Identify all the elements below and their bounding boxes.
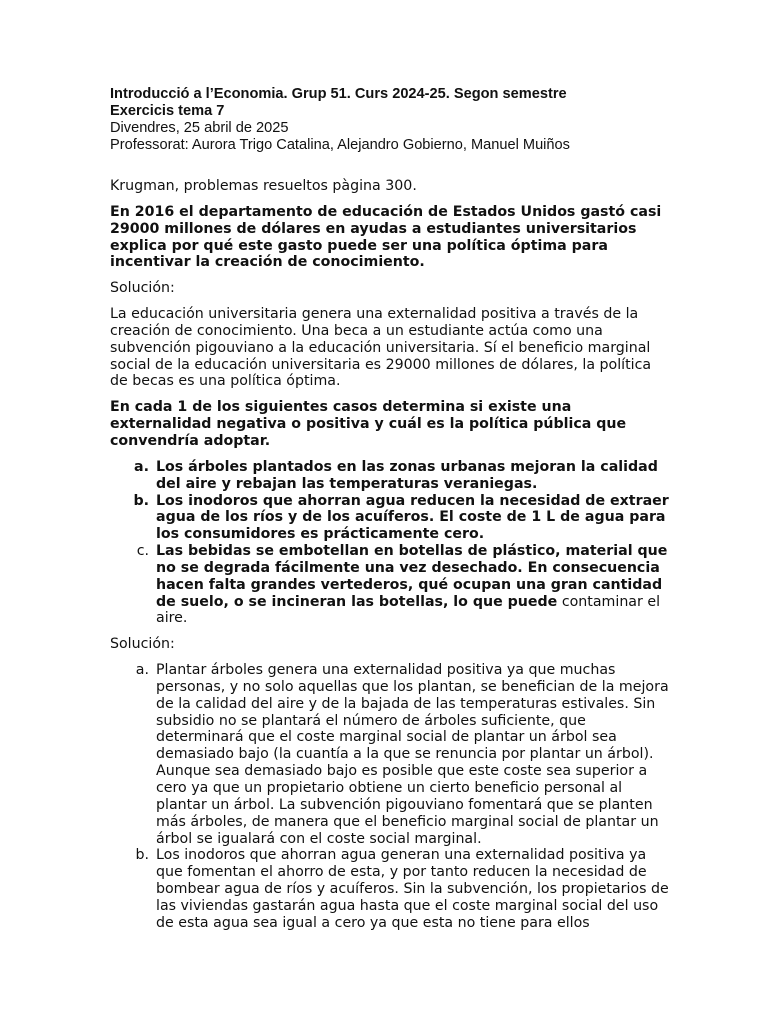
- list-item: [110, 493, 670, 544]
- list-item: [110, 459, 670, 493]
- question-2: En cada 1 de los siguientes casos determina si existe una externalidad negativa o positiva y cuál es la política pública que convendría adoptar.: [110, 399, 627, 449]
- list-item-text: Los inodoros que ahorran agua generan una externalidad positiva ya que fomentan el ahorro de esta, y por tanto reducen la necesidad de bombear agua de ríos y acuíferos. Sin la subvención, los propietarios de las viviendas gastarán agua hasta que el coste marginal social del uso de esta agua sea igual a cero ya que esta no tiene para ellos: [156, 847, 669, 931]
- teachers-line: Professorat: Aurora Trigo Catalina, Alejandro Gobierno, Manuel Muiños: [110, 136, 570, 153]
- solution-1-text: La educación universitaria genera una externalidad positiva a través de la creación de conocimiento. Una beca a un estudiante actúa como una subvención pigouviano a la educación universitaria. Sí el beneficio marginal social de la educación universitaria es 29000 millones de dólares, la política de becas es una política óptima.: [110, 306, 652, 390]
- solution-2-list: [110, 662, 670, 932]
- list-item-text: Los árboles plantados en las zonas urbanas mejoran la calidad del aire y rebajan las temperaturas veraniegas.: [156, 458, 658, 492]
- question-2-list: [110, 459, 670, 627]
- document-header: [110, 86, 730, 154]
- list-item: [110, 662, 670, 847]
- solution-1-label: Solución:: [110, 280, 175, 297]
- date-line: Divendres, 25 abril de 2025: [110, 119, 289, 136]
- list-marker: a.: [135, 662, 149, 679]
- question-1: En 2016 el departamento de educación de Estados Unidos gastó casi 29000 millones de dólares en ayudas a estudiantes universitarios explica por qué este gasto puede ser una política óptima para incentivar la creación de conocimiento.: [110, 203, 662, 271]
- document-body: [110, 178, 670, 932]
- list-marker: b.: [133, 492, 149, 509]
- list-item: [110, 847, 670, 931]
- intro-line: Krugman, problemas resueltos pàgina 300.: [110, 178, 417, 194]
- list-item-text-normal: contaminar el aire.: [156, 593, 661, 627]
- exercise-title: Exercicis tema 7: [110, 102, 225, 119]
- list-item-text: Los inodoros que ahorran agua reducen la necesidad de extraer agua de los ríos y de los acuíferos. El coste de 1 L de agua para los consumidores es prácticamente cero.: [156, 492, 669, 543]
- solution-2-label: Solución:: [110, 636, 175, 653]
- list-item-text: [156, 543, 670, 627]
- list-item-text-bold: Las bebidas se embotellan en botellas de plástico, material que no se degrada fácilmente una vez desechado. En consecuencia hacen falta grandes vertederos, qué ocupan una gran cantidad de suelo, o se incineran las botellas, lo que puede: [156, 543, 668, 610]
- list-item-text: Plantar árboles genera una externalidad positiva ya que muchas personas, y no solo aquellas que los plantan, se benefician de la mejora de la calidad del aire y de la bajada de las temperaturas estivales. Sin subsidio no se plantará el número de árboles suficiente, que determinará que el coste marginal social de plantar un árbol sea demasiado bajo (la cuantía a la que se renuncia por plantar un árbol). Aunque sea demasiado bajo es posible que este coste sea superior a cero ya que un propietario obtiene un cierto beneficio personal al plantar un árbol. La subvención pigouviano fomentará que se planten más árboles, de manera que el beneficio marginal social de plantar un árbol se igualará con el coste social marginal.: [156, 662, 669, 847]
- list-marker: a.: [134, 458, 149, 475]
- list-marker: b.: [135, 847, 149, 864]
- course-title: Introducció a l’Economia. Grup 51. Curs 2024-25. Segon semestre: [110, 86, 567, 102]
- list-marker: c.: [136, 543, 149, 560]
- list-item: [110, 543, 670, 627]
